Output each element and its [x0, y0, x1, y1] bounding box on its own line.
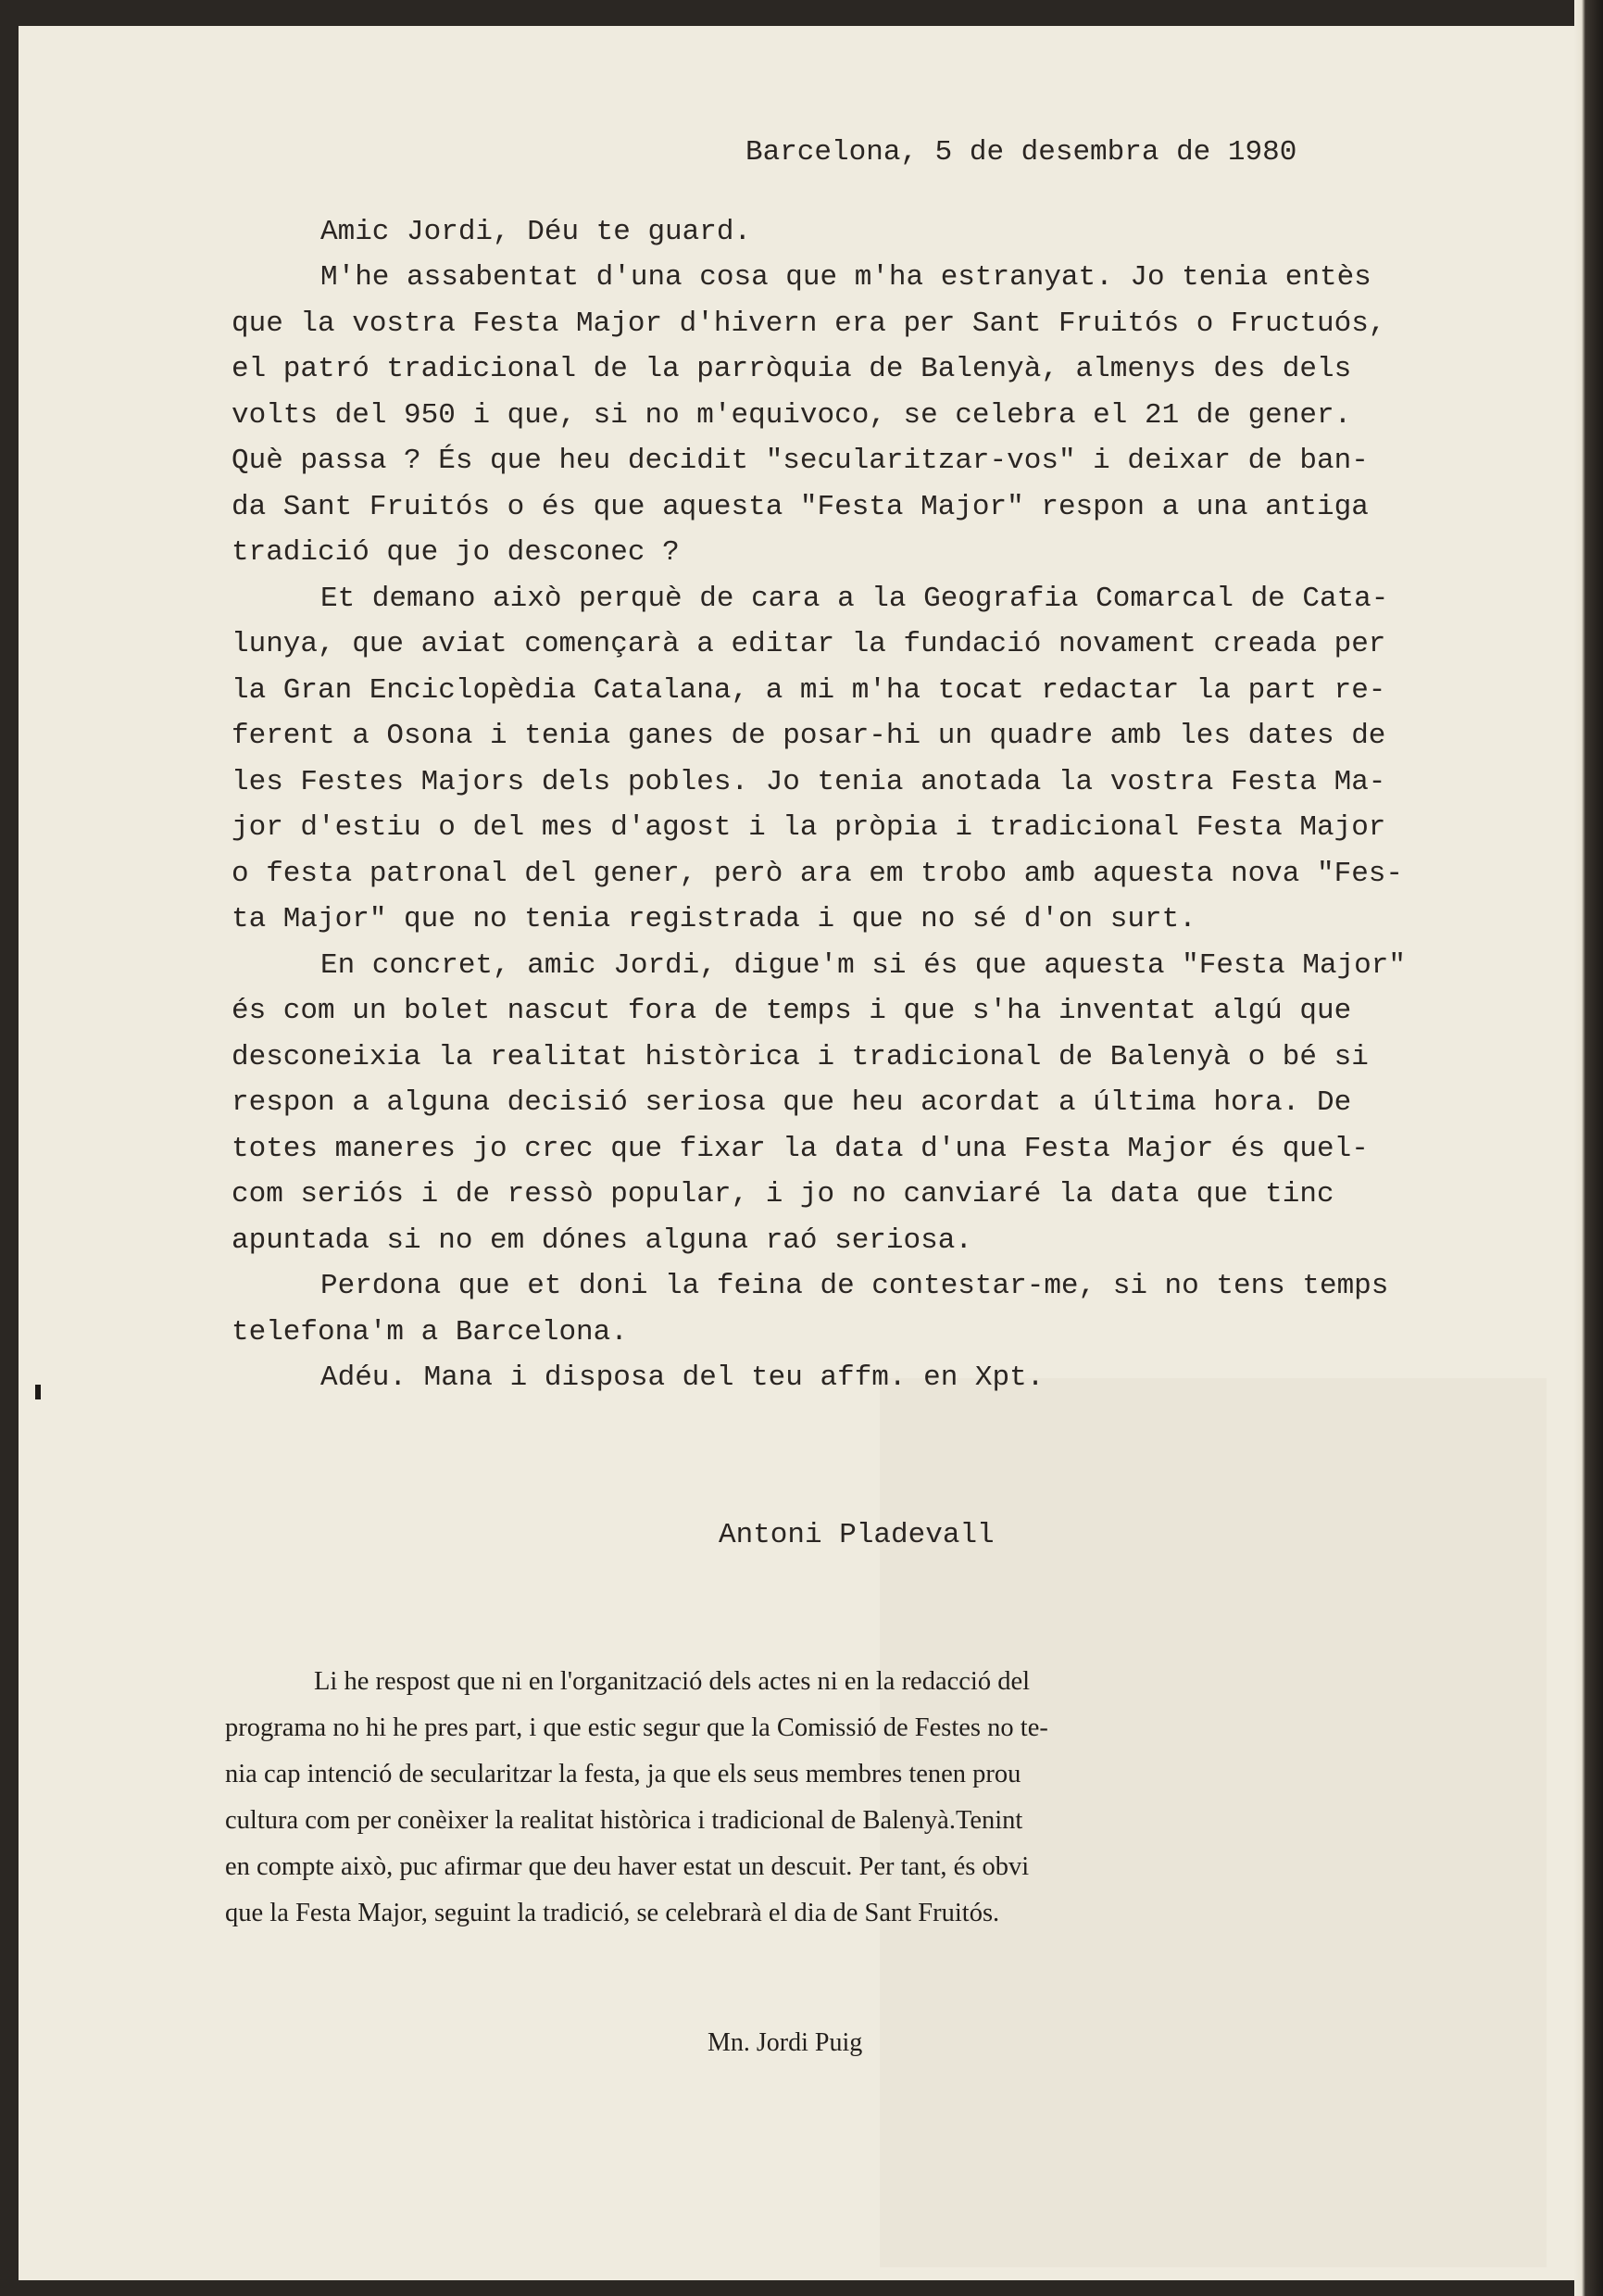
text-line: o festa patronal del gener, però ara em trobo amb aquesta nova "Fes- [232, 857, 1404, 890]
reply-signature: Mn. Jordi Puig [708, 2028, 863, 2057]
letter-body [232, 130, 1482, 1401]
dateline: Barcelona, 5 de desembra de 1980 [745, 136, 1297, 169]
text-line: volts del 950 i que, si no m'equivoco, se celebra el 21 de gener. [232, 398, 1352, 432]
text-line: la Gran Enciclopèdia Catalana, a mi m'ha tocat redactar la part re- [232, 673, 1386, 707]
margin-mark [35, 1385, 41, 1399]
text-line: que la vostra Festa Major d'hivern era per Sant Fruitós o Fructuós, [232, 307, 1386, 340]
text-line: Adéu. Mana i disposa del teu affm. en Xpt. [320, 1361, 1045, 1394]
reply-line: cultura com per conèixer la realitat històrica i tradicional de Balenyà.Tenint [225, 1806, 1023, 1835]
text-line: M'he assabentat d'una cosa que m'ha estranyat. Jo tenia entès [320, 261, 1371, 294]
text-line: ferent a Osona i tenia ganes de posar-hi un quadre amb les dates de [232, 720, 1386, 752]
reply-line: en compte això, puc afirmar que deu haver estat un descuit. Per tant, és obvi [225, 1852, 1030, 1881]
page-edge [1574, 0, 1603, 2296]
text-line: desconeixia la realitat històrica i tradicional de Balenyà o bé si [232, 1040, 1369, 1073]
text-line: En concret, amic Jordi, digue'm si és que aquesta "Festa Major" [320, 948, 1406, 982]
reply-line: nia cap intenció de secularitzar la festa, ja que els seus membres tenen prou [225, 1760, 1021, 1788]
letter-paragraph [232, 943, 1482, 1264]
letter-paragraph [232, 576, 1482, 943]
text-line: telefona'm a Barcelona. [232, 1315, 628, 1349]
letter-paragraph [232, 1263, 1482, 1355]
reply-body [225, 1659, 1420, 1937]
greeting: Amic Jordi, Déu te guard. [320, 215, 752, 248]
text-line: Et demano això perquè de cara a la Geografia Comarcal de Cata- [320, 582, 1389, 615]
text-line: és com un bolet nascut fora de temps i que s'ha inventat algú que [232, 995, 1352, 1027]
text-line: el patró tradicional de la parròquia de Balenyà, almenys des dels [232, 353, 1352, 385]
text-line: ta Major" que no tenia registrada i que no sé d'on surt. [232, 903, 1196, 935]
text-line: tradició que jo desconec ? [232, 536, 680, 569]
text-line: apuntada si no em dónes alguna raó seriosa. [232, 1223, 972, 1257]
text-line: respon a alguna decisió seriosa que heu acordat a última hora. De [232, 1086, 1352, 1119]
reply-line: Li he respost que ni en l'organització dels actes ni en la redacció del [314, 1667, 1031, 1696]
letter-paragraphs [232, 255, 1482, 1401]
text-line: com seriós i de ressò popular, i jo no canviaré la data que tinc [232, 1178, 1334, 1211]
text-line: les Festes Majors dels pobles. Jo tenia anotada la vostra Festa Ma- [232, 765, 1386, 798]
letter-paragraph [232, 255, 1482, 576]
text-line: da Sant Fruitós o és que aquesta "Festa Major" respon a una antiga [232, 490, 1369, 523]
letter-signature: Antoni Pladevall [719, 1519, 995, 1551]
text-line: lunya, que aviat començarà a editar la fundació novament creada per [232, 628, 1386, 660]
text-line: Què passa ? És que heu decidit "secularitzar-vos" i deixar de ban- [232, 445, 1369, 477]
text-line: Perdona que et doni la feina de contestar-me, si no tens temps [320, 1270, 1389, 1302]
letter-paragraph [232, 1355, 1482, 1401]
reply-lines [225, 1659, 1420, 1937]
text-line: totes maneres jo crec que fixar la data d'una Festa Major és quel- [232, 1132, 1369, 1165]
text-line: jor d'estiu o del mes d'agost i la pròpia i tradicional Festa Major [232, 811, 1386, 844]
reply-line: que la Festa Major, seguint la tradició, se celebrarà el dia de Sant Fruitós. [225, 1899, 1000, 1927]
reply-line: programa no hi he pres part, i que estic segur que la Comissió de Festes no te- [225, 1713, 1048, 1742]
